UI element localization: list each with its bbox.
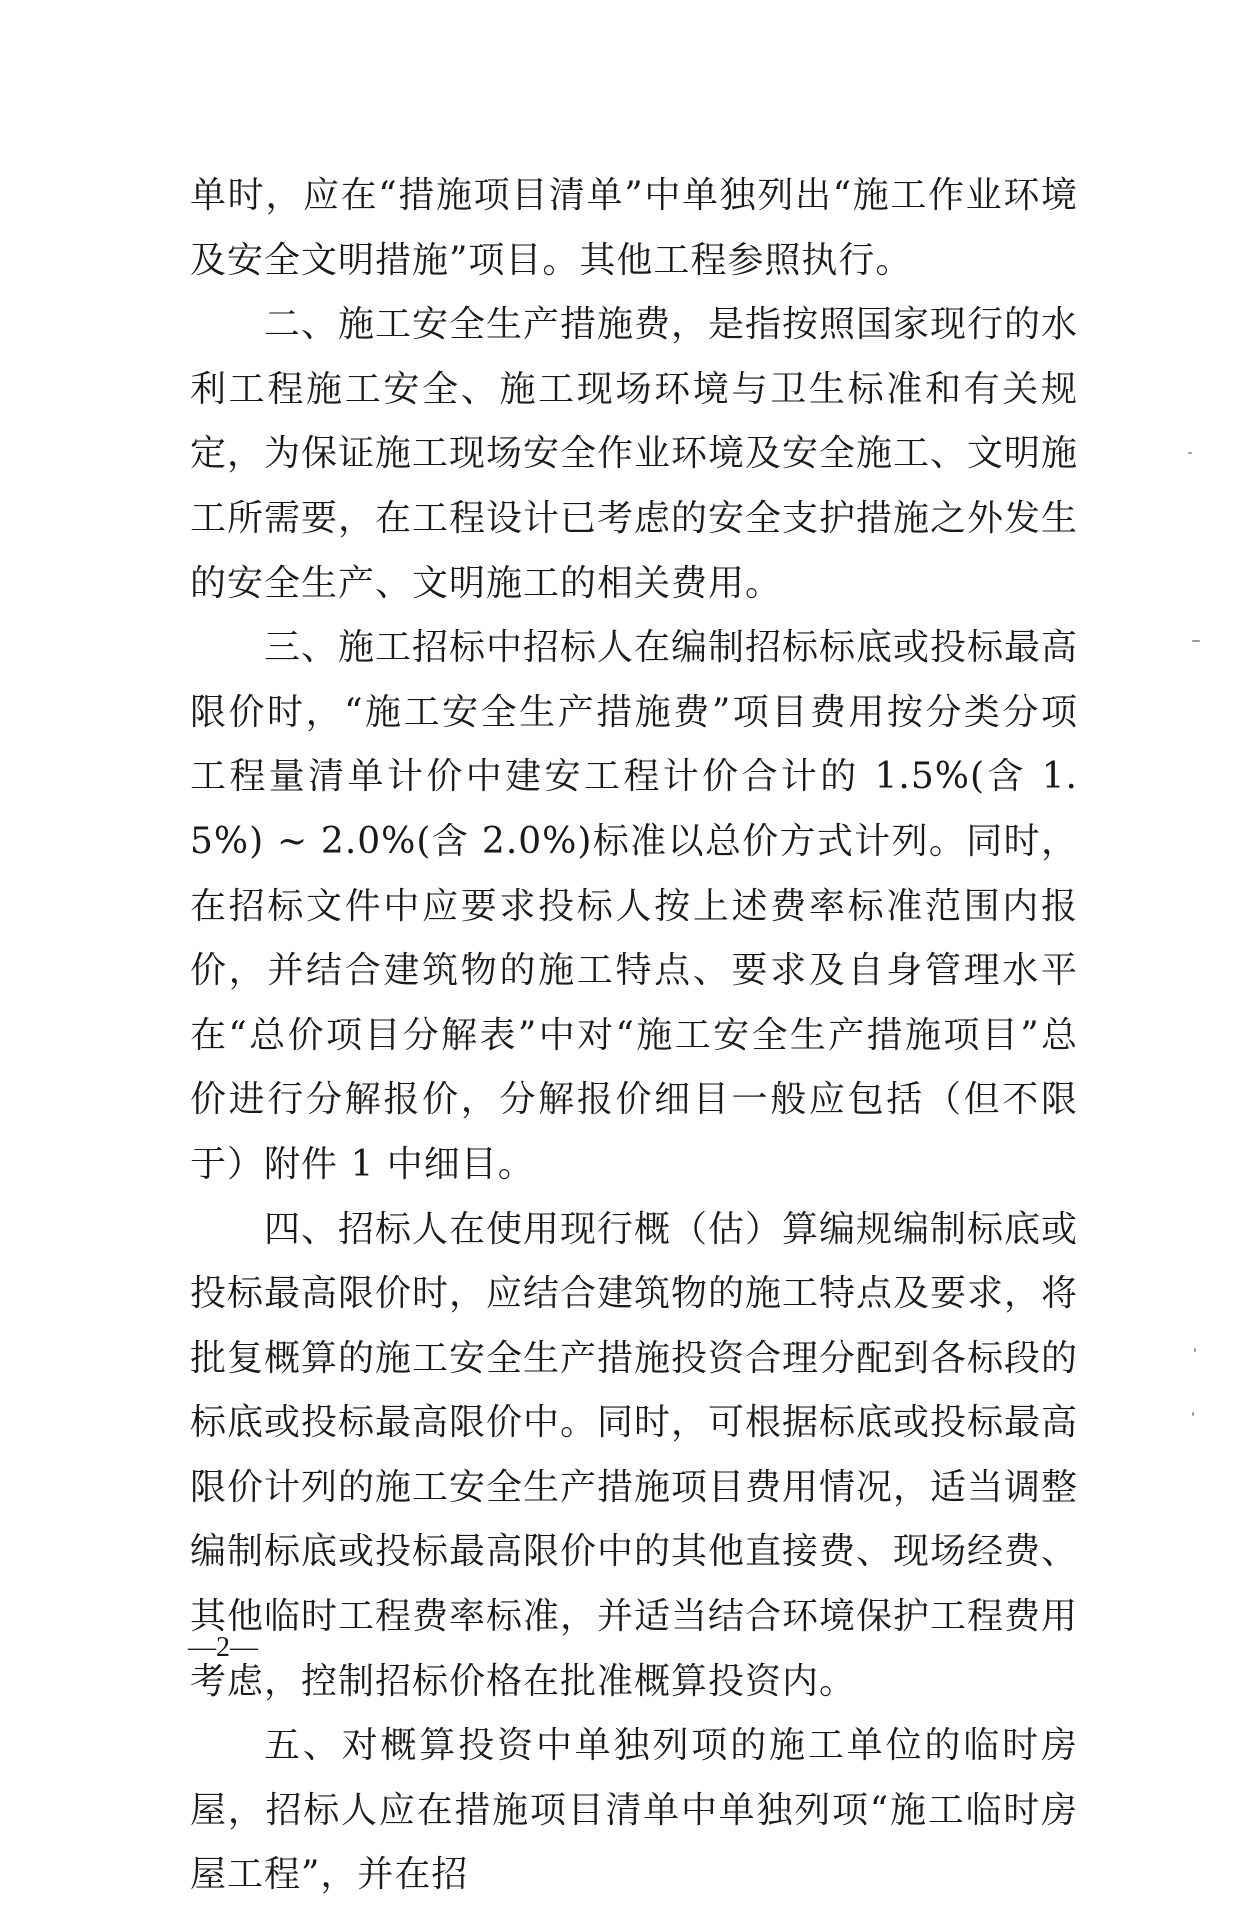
page-number: —2— bbox=[188, 1632, 258, 1663]
scan-speck bbox=[1194, 1348, 1196, 1352]
paragraph-item-5: 五、对概算投资中单独列项的施工单位的临时房屋，招标人应在措施项目清单中单独列项“施工临时房屋工程”，并在招 bbox=[190, 1725, 1078, 1896]
scan-speck bbox=[1188, 452, 1192, 454]
paragraph-item-3: 三、施工招标中招标人在编制招标标底或投标最高限价时，“施工安全生产措施费”项目费用按分类分项工程量清单计价中建安工程计价合计的 1.5%(含 1.5%) ~ 2.0%(含 2.0%)标准以总价方式计列。同时，在招标文件中应要求投标人按上述费率标准范围内报价，并结合建筑物的施工特点、要求及自身管理水平在“总价项目分解表”中对“施工安全生产措施项目”总价进行分解报价，分解报价细目一般应包括（但不限于）附件 1 中细目。 bbox=[190, 627, 1079, 1185]
scan-speck bbox=[1192, 640, 1200, 642]
body-text bbox=[190, 164, 1078, 1908]
paragraph-item-4: 四、招标人在使用现行概（估）算编规编制标底或投标最高限价时，应结合建筑物的施工特点及要求，将批复概算的施工安全生产措施投资合理分配到各标段的标底或投标最高限价中。同时，可根据标底或投标最高限价计列的施工安全生产措施项目费用情况，适当调整编制标底或投标最高限价中的其他直接费、现场经费、其他临时工程费率标准，并适当结合环境保护工程费用考虑，控制招标价格在批准概算投资内。 bbox=[190, 1208, 1079, 1702]
paragraph-item-2: 二、施工安全生产措施费，是指按照国家现行的水利工程施工安全、施工现场环境与卫生标准和有关规定，为保证施工现场安全作业环境及安全施工、文明施工所需要，在工程设计已考虑的安全支护措施之外发生的安全生产、文明施工的相关费用。 bbox=[190, 304, 1079, 604]
paragraph-continuation: 单时，应在“措施项目清单”中单独列出“施工作业环境及安全文明措施”项目。其他工程参照执行。 bbox=[190, 175, 1078, 281]
scan-speck bbox=[1192, 1412, 1194, 1416]
